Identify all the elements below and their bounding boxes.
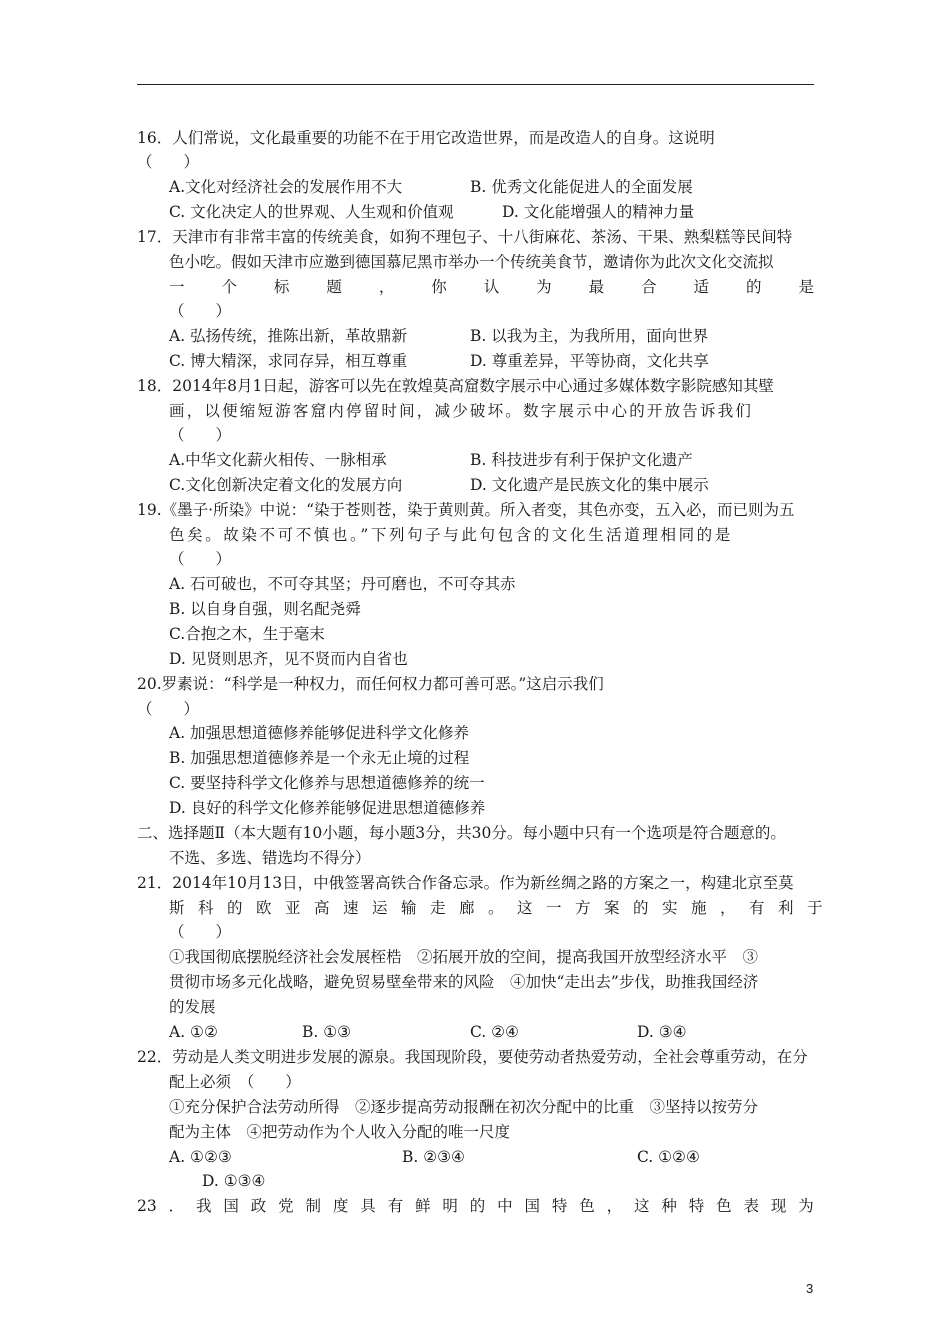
q23-char: 表 (743, 1197, 759, 1215)
q23-char: 为 (798, 1197, 814, 1215)
q22-option-d: D. ①③④ (202, 1172, 266, 1190)
q18-option-a: A.中华文化薪火相传、一脉相承 (169, 451, 387, 469)
q17-char: 适 (693, 278, 710, 296)
q20-option-b: B. 加强思想道德修养是一个永无止境的过程 (169, 749, 470, 767)
q19-option-a: A. 石可破也，不可夺其坚；丹可磨也，不可夺其赤 (169, 575, 516, 593)
q21-option-c: C. ②④ (470, 1023, 519, 1041)
q21-answer-paren: （ ） (169, 923, 232, 941)
q22-stem-line1: 22．劳动是人类文明进步发展的源泉。我国现阶段，要使劳动者热爱劳动，全社会尊重劳动，在分 (137, 1048, 808, 1066)
q17-stem-line2: 色小吃。假如天津市应邀到德国慕尼黑市举办一个传统美食节，邀请你为此次文化交流拟 (169, 253, 774, 271)
section-2-note: 不选、多选、错选均不得分） (169, 849, 371, 867)
q17-char: 最 (588, 278, 605, 296)
header-rule (137, 84, 814, 85)
q23-char: 色 (716, 1197, 732, 1215)
q17-char: 标 (273, 278, 290, 296)
q23-char: 具 (360, 1197, 376, 1215)
q21-statements-line3: 的发展 (169, 998, 216, 1016)
q16-option-b: B. 优秀文化能促进人的全面发展 (470, 178, 693, 196)
q22-option-b: B. ②③④ (402, 1148, 465, 1166)
q16-answer-paren: （ ） (137, 153, 200, 171)
q22-statements-line1: ①充分保护合法劳动所得 ②逐步提高劳动报酬在初次分配中的比重 ③坚持以按劳分 (169, 1098, 759, 1116)
q16-option-c: C. 文化决定人的世界观、人生观和价值观 (169, 203, 454, 221)
q17-char: 题 (326, 278, 342, 296)
q17-char: 认 (483, 278, 500, 296)
q23-char: 我 (195, 1197, 212, 1215)
q23-char: 有 (387, 1197, 404, 1215)
q17-stem-line1: 17．天津市有非常丰富的传统美食，如狗不理包子、十八街麻花、茶汤、干果、熟梨糕等民间特 (137, 228, 793, 246)
q23-char: 这 (633, 1197, 650, 1215)
q17-char: 的 (745, 278, 762, 296)
q23-char: 国 (524, 1197, 540, 1215)
q17-answer-paren: （ ） (169, 302, 232, 320)
q23-char: ． (168, 1197, 185, 1215)
q21-statements-line2: 贯彻市场多元化战略，避免贸易壁垒带来的风险 ④加快“走出去”步伐，助推我国经济 (169, 973, 759, 991)
q17-char: 你 (431, 278, 447, 296)
q17-stem-line3 (169, 277, 814, 297)
q17-char: 合 (641, 278, 657, 296)
q21-stem-line1: 21．2014年10月13日，中俄签署高铁合作备忘录。作为新丝绸之路的方案之一，构建北京至莫 (137, 874, 794, 892)
q18-answer-paren: （ ） (169, 426, 232, 444)
q19-option-d: D. 见贤则思齐，见不贤而内自省也 (169, 650, 408, 668)
q21-option-b: B. ①③ (302, 1023, 352, 1041)
q23-char: 23 (137, 1197, 157, 1215)
q17-option-a: A. 弘扬传统，推陈出新，革故鼎新 (169, 327, 408, 345)
section-2-heading: 二、选择题Ⅱ（本大题有10小题，每小题3分，共30分。每小题中只有一个选项是符合题意的。 (137, 824, 786, 842)
q17-option-c: C. 博大精深，求同存异，相互尊重 (169, 352, 408, 370)
q23-char: 特 (688, 1197, 705, 1215)
q19-stem-line1: 19.《墨子·所染》中说：“染于苍则苍，染于黄则黄。所入者变，其色亦变，五入必，而已则为五 (137, 501, 795, 519)
q22-option-a: A. ①②③ (169, 1148, 232, 1166)
q16-option-a: A.文化对经济社会的发展作用不大 (169, 178, 403, 196)
q17-char: 是 (798, 278, 814, 296)
q20-option-a: A. 加强思想道德修养能够促进科学文化修养 (169, 724, 470, 742)
q17-char: 一 (169, 278, 185, 296)
q21-option-a: A. ①② (169, 1023, 218, 1041)
q18-option-b: B. 科技进步有利于保护文化遗产 (470, 451, 693, 469)
q18-option-d: D. 文化遗产是民族文化的集中展示 (470, 476, 709, 494)
q19-answer-paren: （ ） (169, 550, 232, 568)
q23-char: 度 (332, 1197, 349, 1215)
q21-stem-line2: 斯科的欧亚高速运输走廊。这一方案的实施，有利于 (169, 899, 837, 917)
q22-stem-line2: 配上必须 （ ） (169, 1073, 301, 1091)
q22-option-c: C. ①②④ (637, 1148, 700, 1166)
q23-char: 现 (770, 1197, 787, 1215)
q23-char: 中 (497, 1197, 513, 1215)
page-number: 3 (806, 1281, 814, 1296)
q21-statements-line1: ①我国彻底摆脱经济社会发展桎梏 ②拓展开放的空间，提高我国开放型经济水平 ③ (169, 948, 759, 966)
q23-char: 的 (469, 1197, 486, 1215)
q20-option-c: C. 要坚持科学文化修养与思想道德修养的统一 (169, 774, 485, 792)
q23-char: ， (606, 1197, 623, 1215)
q23-char: 鲜 (414, 1197, 431, 1215)
q20-option-d: D. 良好的科学文化修养能够促进思想道德修养 (169, 799, 486, 817)
q23-stem-line1 (137, 1196, 814, 1216)
q17-char: 为 (536, 278, 552, 296)
q21-option-d: D. ③④ (637, 1023, 687, 1041)
q23-char: 色 (579, 1197, 595, 1215)
q19-stem-line2: 色矣。故染不可不慎也。”下列句子与此句包含的文化生活道理相同的是 (169, 526, 733, 544)
q19-option-b: B. 以自身自强，则名配尧舜 (169, 600, 361, 618)
q23-char: 特 (551, 1197, 568, 1215)
q17-char: 个 (221, 278, 237, 296)
q18-stem-line2: 画，以便缩短游客窟内停留时间，减少破坏。数字展示中心的开放告诉我们 (169, 402, 754, 420)
q23-char: 国 (223, 1197, 239, 1215)
q16-stem: 16．人们常说，文化最重要的功能不在于用它改造世界，而是改造人的自身。这说明 (137, 129, 715, 147)
q23-char: 种 (661, 1197, 677, 1215)
q16-option-d: D. 文化能增强人的精神力量 (502, 203, 695, 221)
q20-answer-paren: （ ） (137, 700, 200, 718)
q23-char: 明 (442, 1197, 458, 1215)
q23-char: 制 (305, 1197, 321, 1215)
q19-option-c: C.合抱之木，生于毫末 (169, 625, 325, 643)
q18-stem-line1: 18．2014年8月1日起，游客可以先在敦煌莫高窟数字展示中心通过多媒体数字影院感知其壁 (137, 377, 774, 395)
q20-stem: 20.罗素说：“科学是一种权力，而任何权力都可善可恶。”这启示我们 (137, 675, 604, 693)
q17-option-b: B. 以我为主，为我所用，面向世界 (470, 327, 709, 345)
q18-option-c: C.文化创新决定着文化的发展方向 (169, 476, 403, 494)
q17-char: ， (378, 278, 395, 296)
q22-statements-line2: 配为主体 ④把劳动作为个人收入分配的唯一尺度 (169, 1123, 511, 1141)
q23-char: 政 (250, 1197, 267, 1215)
q17-option-d: D. 尊重差异，平等协商，文化共享 (470, 352, 709, 370)
q23-char: 党 (278, 1197, 294, 1215)
